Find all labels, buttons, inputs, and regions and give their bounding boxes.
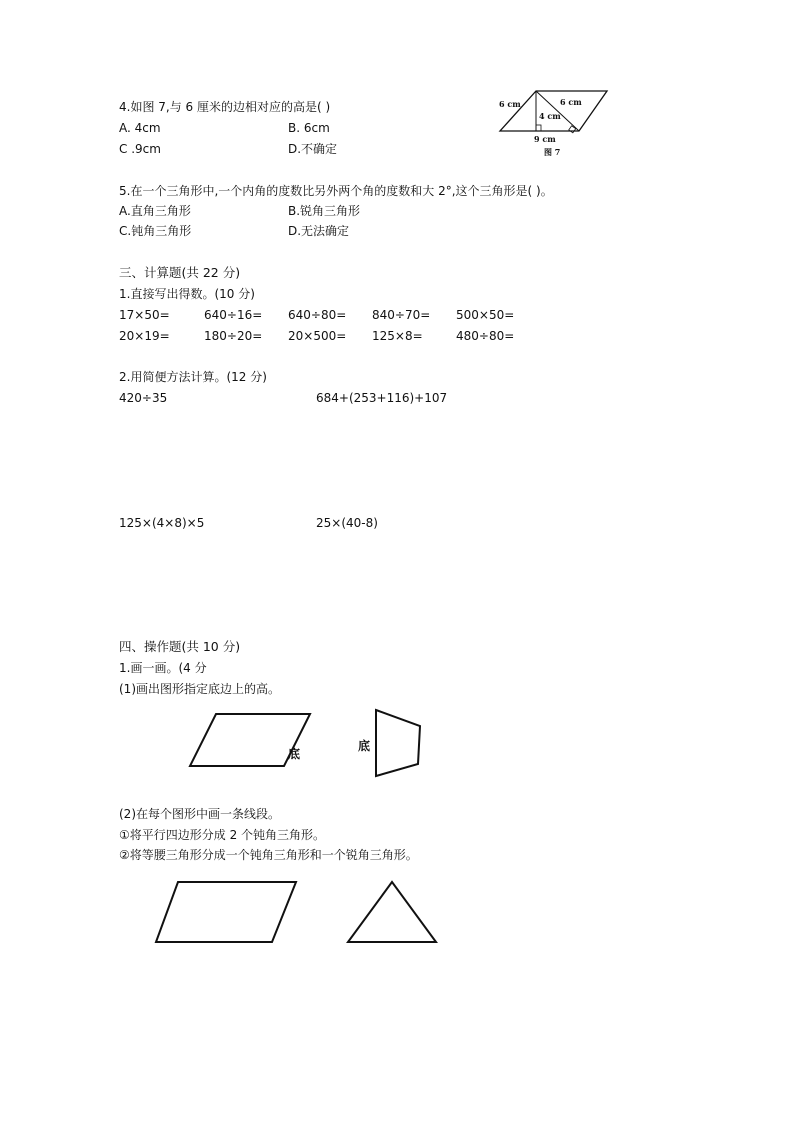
figure-label-left: 6 cm	[499, 99, 521, 109]
simplify-item-3: 125×(4×8)×5	[119, 516, 205, 530]
q4-option-c: C .9cm	[119, 142, 161, 156]
calc-r2-c1: 20×19=	[119, 329, 170, 343]
simplify-item-1: 420÷35	[119, 391, 168, 405]
parallelogram-with-base	[176, 706, 326, 776]
q5-stem: 5.在一个三角形中,一个内角的度数比另外两个角的度数和大 2°,这个三角形是( )。	[119, 184, 553, 198]
trapezoid-with-base	[354, 706, 434, 780]
q5-option-a: A.直角三角形	[119, 204, 191, 218]
base-label-parallelogram: 底	[288, 747, 301, 761]
q4-option-a: A. 4cm	[119, 121, 161, 135]
calc-r1-c5: 500×50=	[456, 308, 515, 322]
section3-title: 三、计算题(共 22 分)	[119, 265, 241, 280]
q5-option-d: D.无法确定	[288, 224, 350, 238]
calc-r2-c4: 125×8=	[372, 329, 423, 343]
section4-sub2: (2)在每个图形中画一条线段。	[119, 807, 280, 821]
figure-label-top: 6 cm	[560, 97, 582, 107]
q4-option-d: D.不确定	[288, 142, 338, 156]
simplify-item-2: 684+(253+116)+107	[316, 391, 448, 405]
figure-label-bottom: 9 cm	[534, 134, 556, 144]
base-label-trapezoid: 底	[358, 739, 371, 753]
calc-r2-c3: 20×500=	[288, 329, 347, 343]
parallelogram-to-divide	[150, 874, 305, 948]
section3-part1-title: 1.直接写出得数。(10 分)	[119, 287, 255, 301]
q5-option-c: C.钝角三角形	[119, 224, 192, 238]
figure-7-parallelogram	[492, 86, 612, 160]
calc-r2-c2: 180÷20=	[204, 329, 263, 343]
calc-r1-c3: 640÷80=	[288, 308, 347, 322]
figure-label-height: 4 cm	[539, 111, 561, 121]
section4-instruction-1: ①将平行四边形分成 2 个钝角三角形。	[119, 828, 326, 842]
isosceles-triangle-to-divide	[340, 874, 444, 948]
section4-sub1: (1)画出图形指定底边上的高。	[119, 682, 280, 696]
section4-title: 四、操作题(共 10 分)	[119, 639, 241, 654]
q5-option-b: B.锐角三角形	[288, 204, 361, 218]
section3-part2-title: 2.用简便方法计算。(12 分)	[119, 370, 267, 384]
section4-part1-title: 1.画一画。(4 分	[119, 661, 207, 675]
calc-r1-c2: 640÷16=	[204, 308, 263, 322]
section4-instruction-2: ②将等腰三角形分成一个钝角三角形和一个锐角三角形。	[119, 848, 418, 862]
simplify-item-4: 25×(40-8)	[316, 516, 378, 530]
q4-option-b: B. 6cm	[288, 121, 330, 135]
calc-r2-c5: 480÷80=	[456, 329, 515, 343]
calc-r1-c1: 17×50=	[119, 308, 170, 322]
figure-caption: 图 7	[544, 147, 561, 157]
calc-r1-c4: 840÷70=	[372, 308, 431, 322]
q4-stem: 4.如图 7,与 6 厘米的边相对应的高是( )	[119, 100, 331, 114]
